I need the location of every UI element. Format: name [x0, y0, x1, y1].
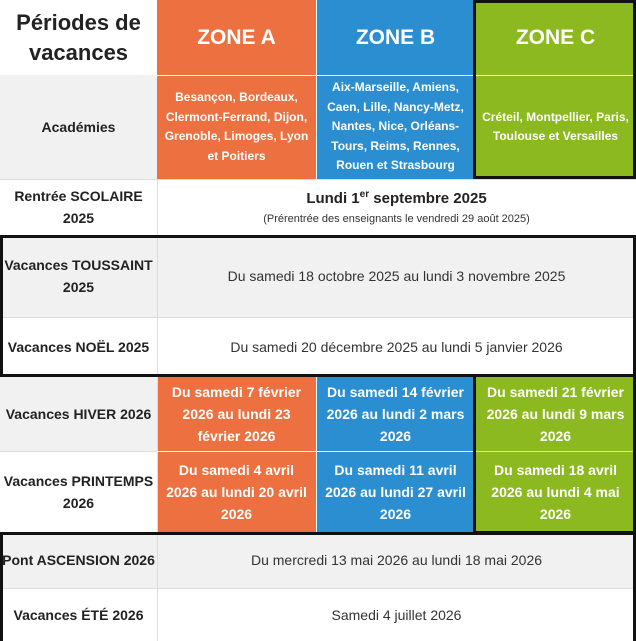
table-title — [0, 0, 157, 75]
academies-zone-a-text: Besançon, Bordeaux, Clermont-Ferrand, Dijon, Grenoble, Limoges, Lyon et Poitiers — [164, 90, 309, 163]
ascension-label-text: Pont ASCENSION 2026 — [2, 552, 155, 568]
academies-zone-b — [316, 75, 475, 179]
rentree-date-suffix: septembre 2025 — [369, 190, 487, 207]
toussaint-dates-text: Du samedi 18 octobre 2025 au lundi 3 novembre 2025 — [227, 268, 566, 284]
rentree-note: (Prérentrée des enseignants le vendredi 29 août 2025) — [263, 213, 530, 225]
ete-label-text: Vacances ÉTÉ 2026 — [13, 606, 144, 623]
zone-c-header-label: ZONE C — [515, 25, 596, 49]
academies-zone-c-text: Créteil, Montpellier, Paris, Toulouse et Versailles — [482, 109, 629, 143]
ascension-dates — [157, 532, 636, 588]
academies-label — [0, 75, 157, 179]
noel-dates-text: Du samedi 20 décembre 2025 au lundi 5 janvier 2026 — [230, 338, 563, 355]
hiver-zone-b-text: Du samedi 14 février 2026 au lundi 2 mars 2026 — [326, 383, 465, 444]
academies-label-text: Académies — [41, 119, 116, 135]
ete-dates-text: Samedi 4 juillet 2026 — [331, 606, 462, 623]
toussaint-label — [0, 235, 157, 317]
ete-dates — [157, 588, 636, 641]
noel-dates — [157, 317, 636, 376]
zone-a-header — [157, 0, 316, 75]
printemps-zone-b — [316, 451, 475, 532]
hiver-zone-c — [475, 376, 636, 451]
hiver-label — [0, 376, 157, 451]
rentree-label — [0, 179, 157, 235]
ete-label — [0, 588, 157, 641]
column-divider — [157, 179, 158, 641]
zone-row-divider — [157, 75, 636, 76]
row-divider — [0, 317, 636, 318]
hiver-label-text: Vacances HIVER 2026 — [5, 405, 152, 422]
academies-zone-c — [475, 75, 636, 179]
zone-b-header-label: ZONE B — [355, 25, 436, 49]
rentree-date-sup: er — [359, 189, 370, 200]
rentree-date — [306, 189, 486, 207]
row-divider — [0, 235, 636, 236]
row-divider — [0, 588, 636, 589]
ascension-dates-text: Du mercredi 13 mai 2026 au lundi 18 mai 2026 — [250, 552, 543, 568]
printemps-label-text: Vacances PRINTEMPS 2026 — [3, 472, 154, 511]
academies-zone-b-text: Aix-Marseille, Amiens, Caen, Lille, Nancy-Metz, Nantes, Nice, Orléans-Tours, Reims, Rennes, Rouen et Strasbourg — [327, 80, 464, 173]
zone-a-header-label: ZONE A — [197, 25, 276, 49]
table-title-text: Périodes de vacances — [16, 9, 141, 65]
printemps-zone-c — [475, 451, 636, 532]
rentree-date-prefix: Lundi 1 — [306, 190, 360, 207]
toussaint-label-text: Vacances TOUSSAINT 2025 — [4, 257, 153, 295]
ascension-label — [0, 532, 157, 588]
hiver-zone-a — [157, 376, 316, 451]
zone-row-divider — [157, 451, 475, 452]
noel-label-text: Vacances NOËL 2025 — [7, 338, 150, 355]
printemps-zone-a — [157, 451, 316, 532]
row-divider — [0, 179, 636, 180]
zone-divider — [316, 376, 317, 532]
printemps-zone-b-text: Du samedi 11 avril 2026 au lundi 27 avril 2026 — [325, 461, 466, 522]
zone-b-header — [316, 0, 475, 75]
toussaint-dates — [157, 235, 636, 317]
printemps-zone-c-text: Du samedi 18 avril 2026 au lundi 4 mai 2026 — [491, 461, 620, 522]
academies-zone-a — [157, 75, 316, 179]
zone-c-header — [475, 0, 636, 75]
rentree-label-text: Rentrée SCOLAIRE 2025 — [14, 188, 143, 226]
rentree-dates — [157, 179, 636, 235]
noel-label — [0, 317, 157, 376]
hiver-zone-b — [316, 376, 475, 451]
hiver-zone-c-text: Du samedi 21 février 2026 au lundi 9 mars 2026 — [486, 383, 625, 444]
printemps-zone-a-text: Du samedi 4 avril 2026 au lundi 20 avril 2026 — [166, 461, 307, 522]
zone-divider — [316, 0, 317, 179]
hiver-zone-a-text: Du samedi 7 février 2026 au lundi 23 février 2026 — [171, 383, 302, 444]
printemps-label — [0, 451, 157, 532]
